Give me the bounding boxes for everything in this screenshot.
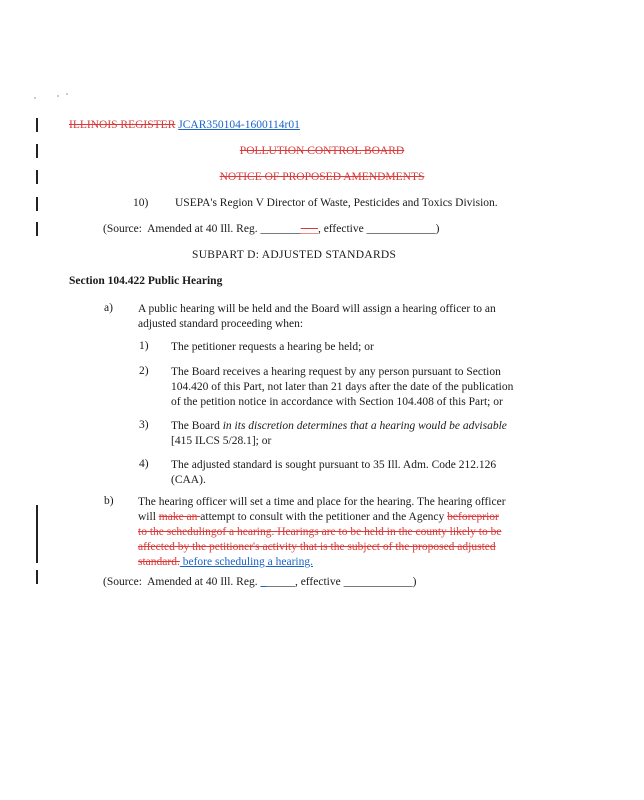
item-2-text: The Board receives a hearing request by any person pursuant to Section 104.420 of this Part, not later than 21 days after the date of the publication of the petition notice in accordance with Section 104.408 of this Part; or bbox=[171, 366, 514, 408]
item-4-number: 4) bbox=[139, 458, 149, 470]
source-note-1: (Source: Amended at 40 Ill. Reg. __________, effective ____________) bbox=[103, 223, 440, 235]
item-10-text: USEPA's Region V Director of Waste, Pesticides and Toxics Division. bbox=[175, 197, 498, 209]
deleted-text: make an bbox=[158, 511, 201, 523]
item-1-number: 1) bbox=[139, 340, 149, 352]
board-header: POLLUTION CONTROL BOARD bbox=[239, 145, 405, 157]
item-4-text: The adjusted standard is sought pursuant to 35 Ill. Adm. Code 212.126 (CAA). bbox=[171, 459, 497, 486]
item-2-number: 2) bbox=[139, 365, 149, 377]
item-1-text: The petitioner requests a hearing be held; or bbox=[171, 341, 374, 353]
para-b-label: b) bbox=[104, 495, 114, 507]
scan-speck bbox=[66, 93, 68, 95]
scan-speck bbox=[57, 95, 59, 97]
change-bar bbox=[36, 505, 38, 563]
change-bar bbox=[36, 570, 38, 584]
deleted-text: beforeprior to the schedulingof a hearing. Hearings are to be held in the county likely to be affected by the petitioner's activity that is the subject of the proposed adjusted standard. bbox=[138, 511, 502, 568]
register-inserted: JCAR350104-1600114r01 bbox=[178, 119, 300, 131]
change-bar bbox=[36, 197, 38, 211]
para-b-text: The hearing officer will set a time and place for the hearing. The hearing officer will make an attempt to consult with the petitioner and the Agency beforeprior to the schedulingof a hearing. Hearings are to be held in the county likely to be affected by the petitioner's activity that is the subject of the proposed adjusted standard. before scheduling a hearing. bbox=[138, 496, 506, 568]
para-a-label: a) bbox=[104, 302, 113, 314]
change-bar bbox=[36, 118, 38, 132]
para-a-text: A public hearing will be held and the Board will assign a hearing officer to an adjusted standard proceeding when: bbox=[138, 303, 496, 330]
section-title: Section 104.422 Public Hearing bbox=[69, 275, 223, 287]
item-3-text: The Board in its discretion determines that a hearing would be advisable [415 ILCS 5/28.1]; or bbox=[171, 420, 507, 447]
register-header bbox=[69, 119, 300, 131]
change-bar bbox=[36, 222, 38, 236]
item-3-number: 3) bbox=[139, 419, 149, 431]
subpart-title: SUBPART D: ADJUSTED STANDARDS bbox=[192, 249, 397, 261]
inserted-text: before scheduling a hearing. bbox=[179, 556, 313, 568]
item-10-number: 10) bbox=[133, 197, 149, 209]
scan-speck bbox=[34, 97, 36, 99]
source-note-2: (Source: Amended at 40 Ill. Reg. ______, effective ____________) bbox=[103, 576, 417, 588]
register-deleted: ILLINOIS REGISTER bbox=[69, 119, 176, 131]
notice-header: NOTICE OF PROPOSED AMENDMENTS bbox=[219, 171, 425, 183]
